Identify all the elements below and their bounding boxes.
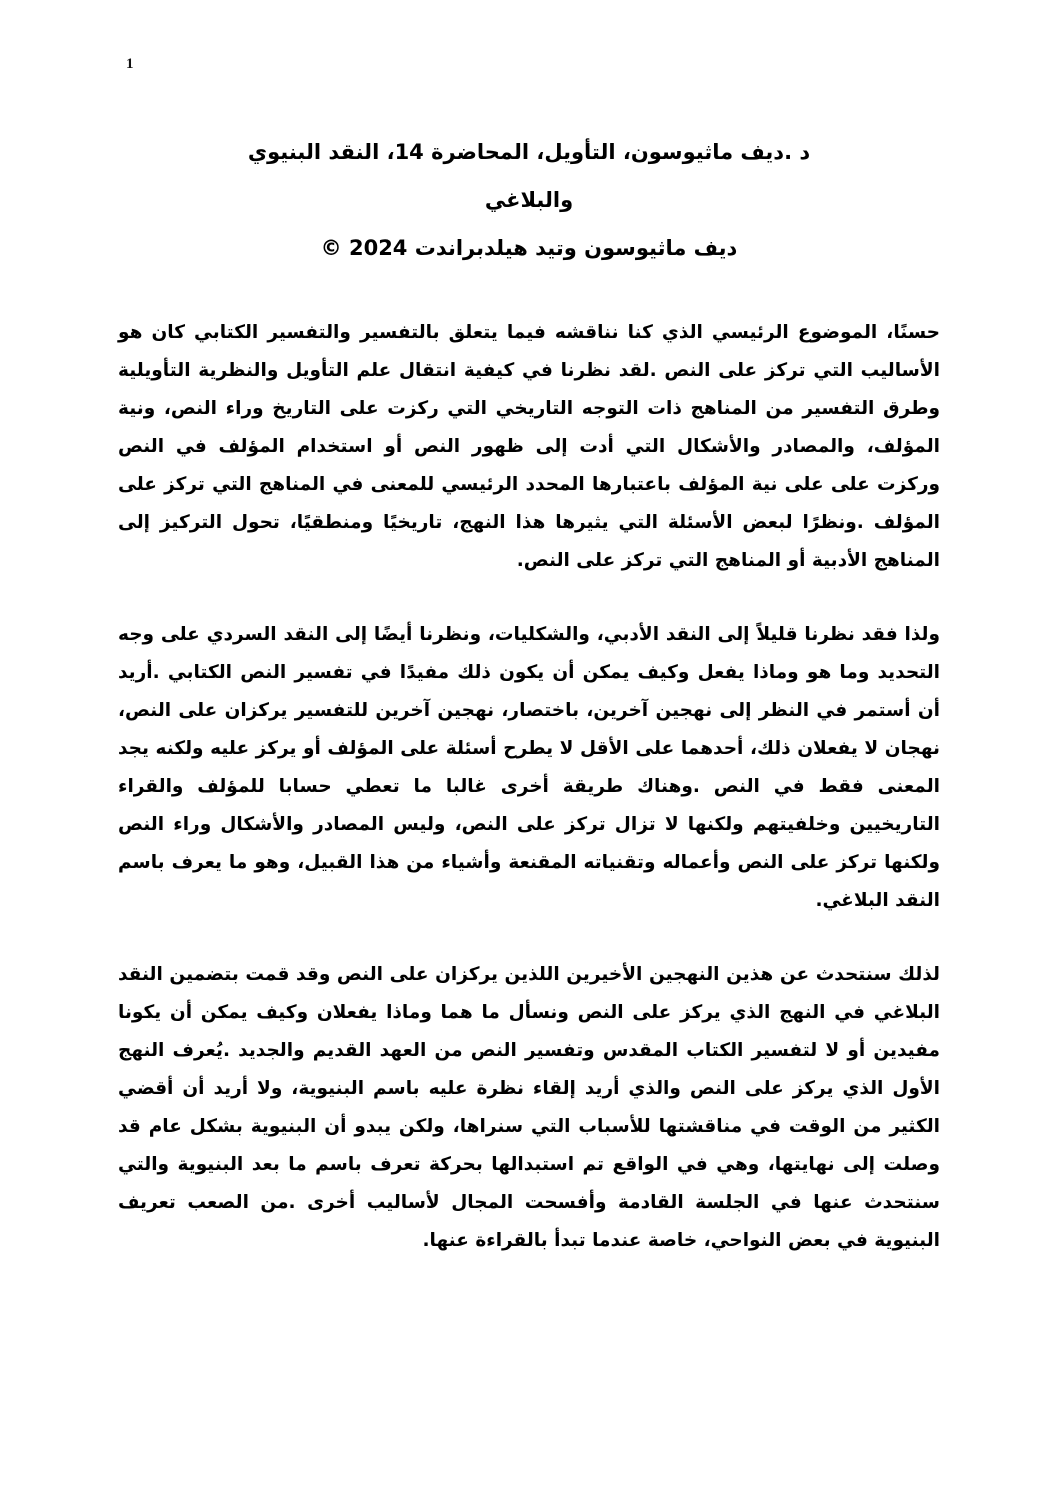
document-title-block [118, 128, 940, 272]
page-content [118, 128, 940, 1296]
paragraph: لذلك سنتحدث عن هذين النهجين الأخيرين اللذين يركزان على النص وقد قمت بتضمين النقد البلاغي في النهج الذي يركز على النص ونسأل ما هما وماذا يفعلان وكيف يمكن أن يكونا مفيدين أو لا لتفسير الكتاب المقدس وتفسير النص من العهد القديم والجديد .يُعرف النهج الأول الذي يركز على النص والذي أريد إلقاء نظرة عليه باسم البنيوية، ولا أريد أن أقضي الكثير من الوقت في مناقشتها للأسباب التي سنراها، ولكن يبدو أن البنيوية بشكل عام قد وصلت إلى نهايتها، وهي في الواقع تم استبدالها بحركة تعرف باسم ما بعد البنيوية والتي سنتحدث عنها في الجلسة القادمة وأفسحت المجال لأساليب أخرى .من الصعب تعريف البنيوية في بعض النواحي، خاصة عندما تبدأ بالقراءة عنها. [118, 964, 940, 1251]
paragraph: ولذا فقد نظرنا قليلاً إلى النقد الأدبي، والشكليات، ونظرنا أيضًا إلى النقد السردي على وجه التحديد وما هو وماذا يفعل وكيف يمكن أن يكون ذلك مفيدًا في تفسير النص الكتابي .أريد أن أستمر في النظر إلى نهجين آخرين، باختصار، نهجين آخرين للتفسير يركزان على النص، نهجان لا يفعلان ذلك، أحدهما على الأقل لا يطرح أسئلة على المؤلف أو يركز عليه ولكنه يجد المعنى فقط في النص .وهناك طريقة أخرى غالبا ما تعطي حسابا للمؤلف والقراء التاريخيين وخلفيتهم ولكنها لا تزال تركز على النص، وليس المصادر والأشكال وراء النص ولكنها تركز على النص وأعماله وتقنياته المقنعة وأشياء من هذا القبيل، وهو ما يعرف باسم النقد البلاغي. [118, 624, 940, 911]
title-line-2: والبلاغي [484, 188, 574, 212]
paragraph: حسنًا، الموضوع الرئيسي الذي كنا نناقشه فيما يتعلق بالتفسير والتفسير الكتابي كان هو الأساليب التي تركز على النص .لقد نظرنا في كيفية انتقال علم التأويل والنظرية التأويلية وطرق التفسير من المناهج ذات التوجه التاريخي التي ركزت على التاريخ وراء النص، ونية المؤلف، والمصادر والأشكال التي أدت إلى ظهور النص أو استخدام المؤلف في النص وركزت على على نية المؤلف باعتبارها المحدد الرئيسي للمعنى في المناهج التي تركز على المؤلف .ونظرًا لبعض الأسئلة التي يثيرها هذا النهج، تاريخيًا ومنطقيًا، تحول التركيز إلى المناهج الأدبية أو المناهج التي تركز على النص. [118, 322, 940, 571]
page-number: 1 [126, 56, 134, 72]
title-line-1: د .ديف ماثيوسون، التأويل، المحاضرة 14، النقد البنيوي [247, 140, 811, 164]
title-line-copyright: ديف ماثيوسون وتيد هيلدبراندت 2024 © [320, 236, 738, 260]
